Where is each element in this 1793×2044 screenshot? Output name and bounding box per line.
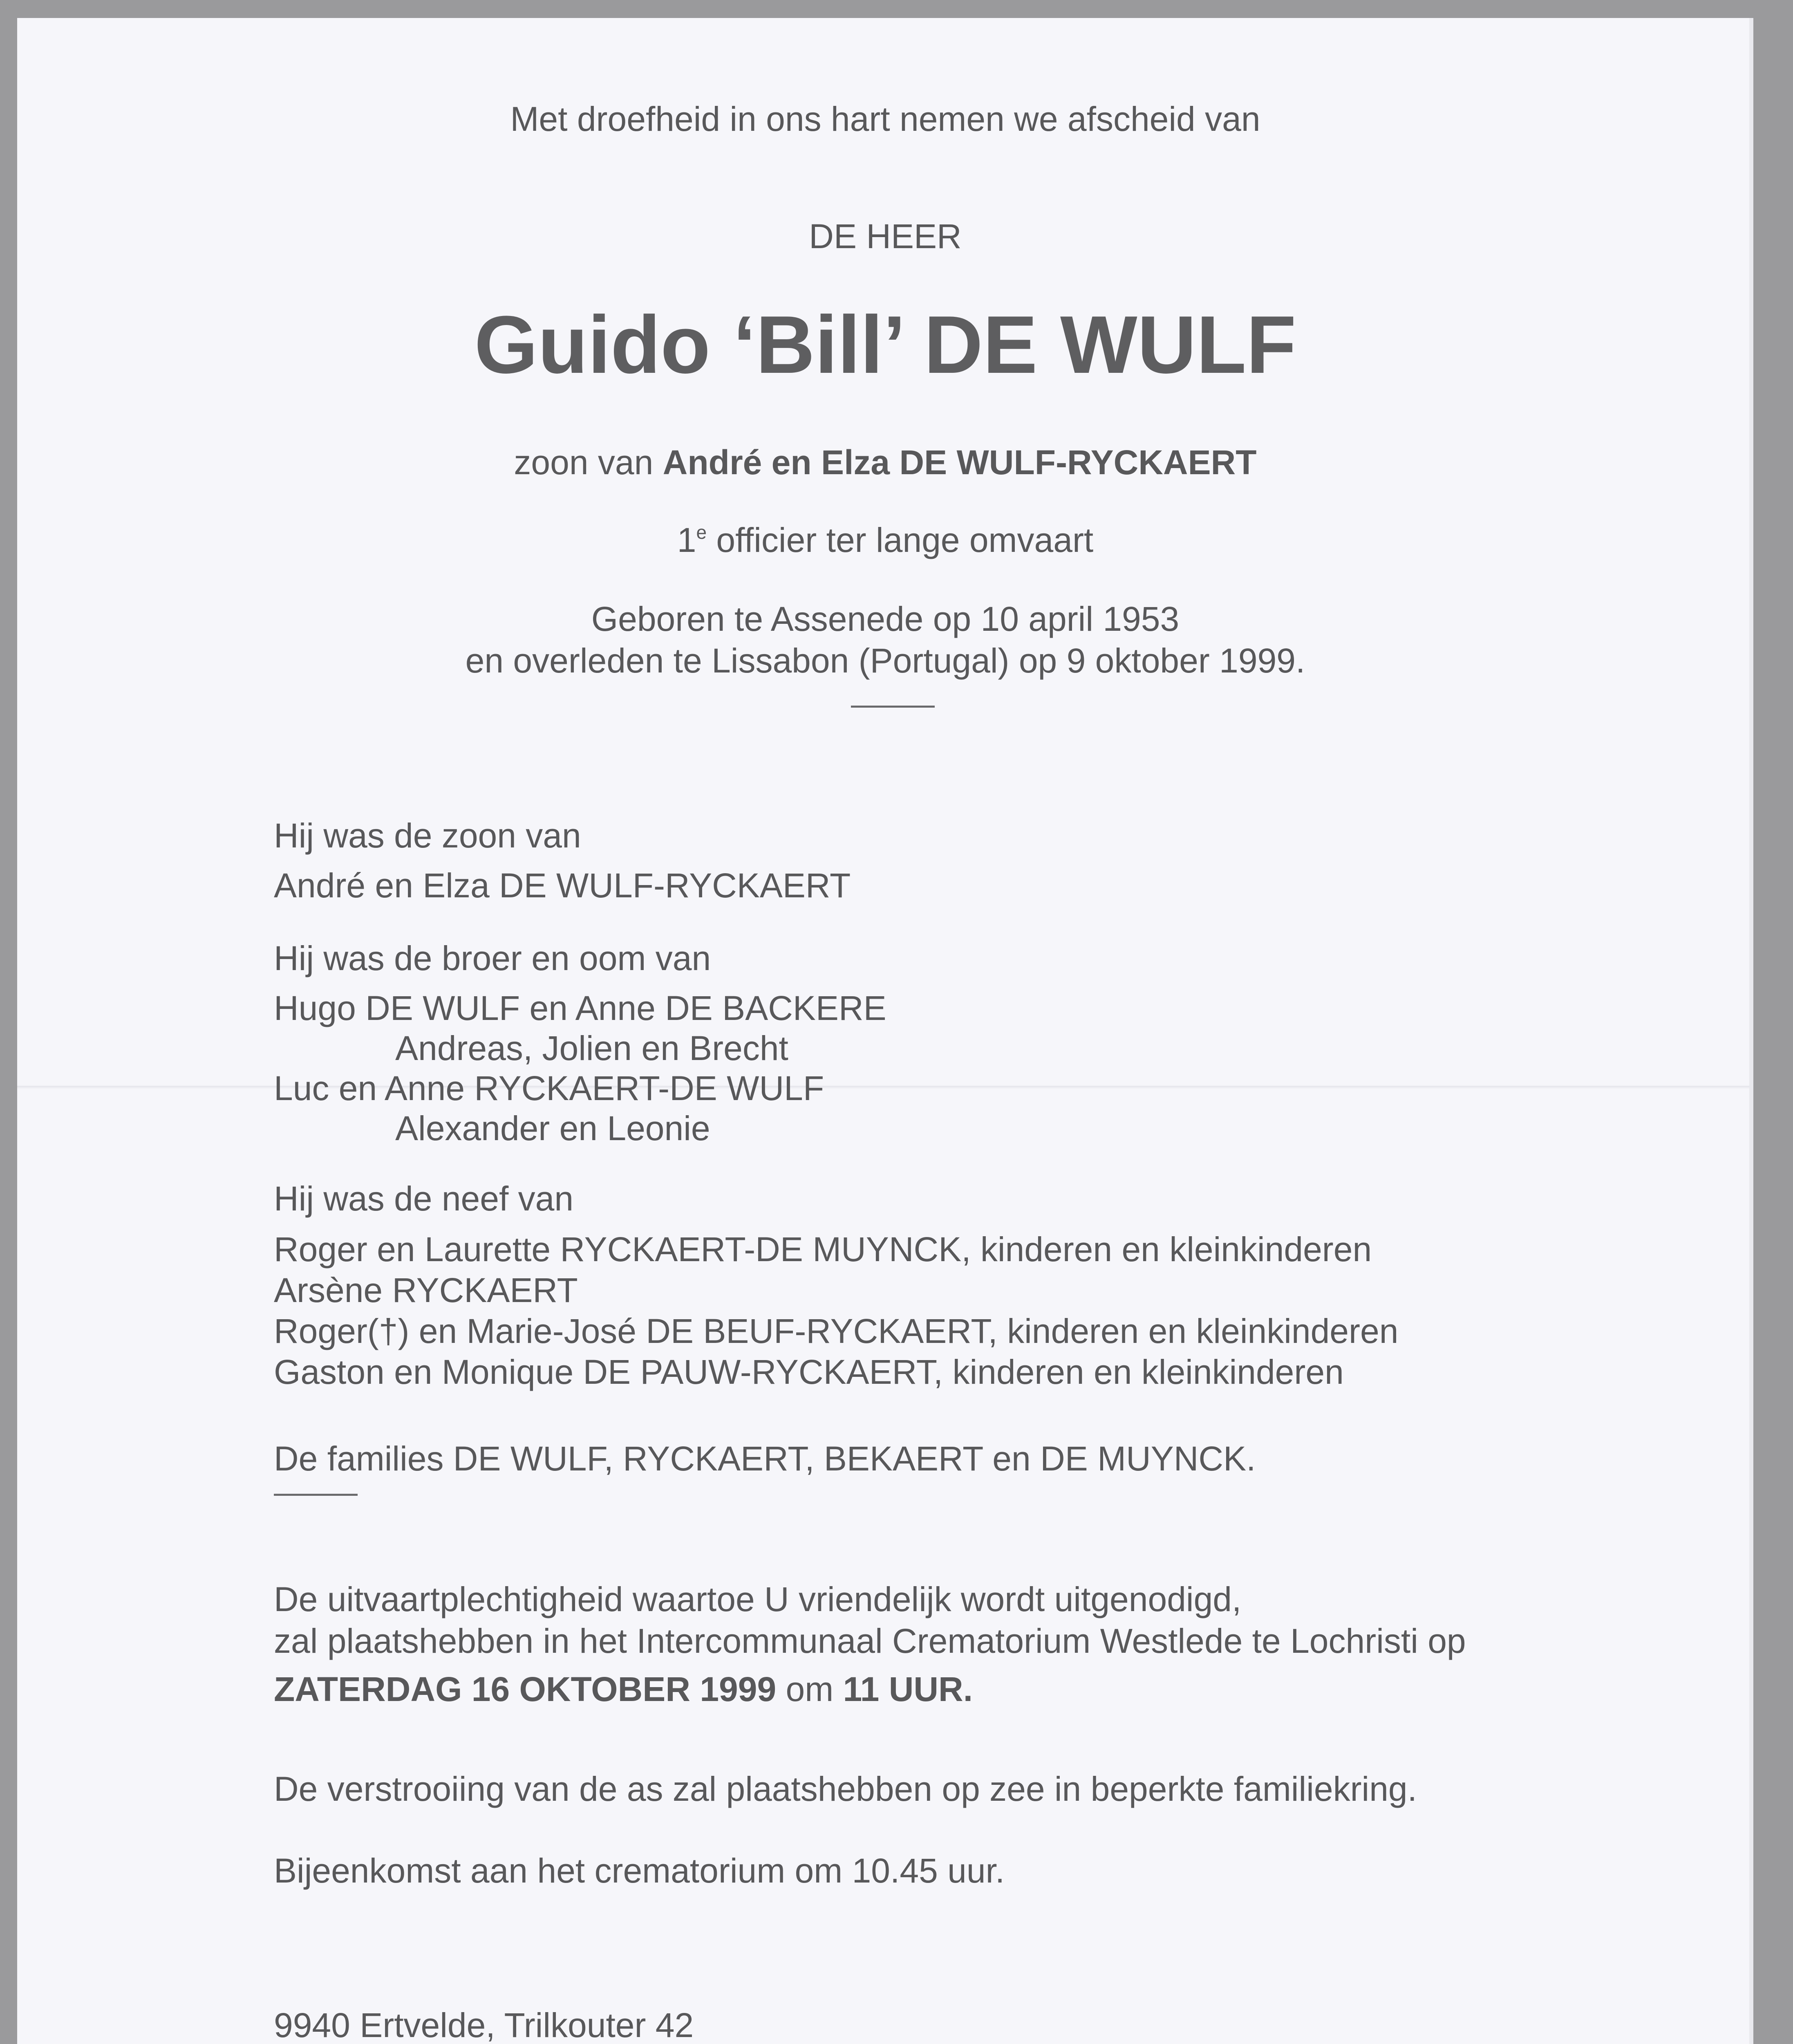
son-of-prefix: zoon van — [514, 443, 654, 482]
sibling-1-children: Andreas, Jolien en Brecht — [395, 1029, 788, 1067]
separator-dash — [851, 706, 935, 708]
gathering-line: Bijeenkomst aan het crematorium om 10.45 uur. — [274, 1851, 1005, 1890]
honorific: DE HEER — [809, 217, 962, 256]
address-1: 9940 Ertvelde, Trilkouter 42 — [274, 2006, 694, 2044]
ceremony-om: om — [786, 1670, 834, 1708]
ceremony-datetime — [274, 1672, 973, 1706]
cousin-1: Roger en Laurette RYCKAERT-DE MUYNCK, kinderen en kleinkinderen — [274, 1230, 1372, 1269]
cousin-heading: Hij was de neef van — [274, 1179, 574, 1218]
occupation-line — [17, 523, 1753, 557]
sibling-1: Hugo DE WULF en Anne DE BACKERE — [274, 989, 886, 1027]
sibling-2-children: Alexander en Leonie — [395, 1109, 710, 1148]
ceremony-time: 11 UUR. — [843, 1670, 973, 1708]
son-of-line — [17, 445, 1753, 480]
ashes-line: De verstrooiing van de as zal plaatshebben op zee in beperkte familiekring. — [274, 1770, 1417, 1808]
cousin-3: Roger(†) en Marie-José DE BEUF-RYCKAERT, kinderen en kleinkinderen — [274, 1312, 1399, 1350]
cousin-2: Arsène RYCKAERT — [274, 1271, 578, 1309]
occupation-number: 1 — [677, 521, 696, 559]
separator-dash-2 — [274, 1494, 358, 1496]
deceased-name: Guido ‘Bill’ DE WULF — [474, 299, 1296, 390]
families-line: De families DE WULF, RYCKAERT, BEKAERT en DE MUYNCK. — [274, 1439, 1256, 1478]
birth-line: Geboren te Assenede op 10 april 1953 — [591, 600, 1180, 638]
brother-heading: Hij was de broer en oom van — [274, 939, 711, 977]
ceremony-date: ZATERDAG 16 OKTOBER 1999 — [274, 1670, 777, 1708]
death-line: en overleden te Lissabon (Portugal) op 9 oktober 1999. — [465, 641, 1305, 680]
sibling-2: Luc en Anne RYCKAERT-DE WULF — [274, 1069, 824, 1107]
parents-line: André en Elza DE WULF-RYCKAERT — [274, 866, 851, 905]
occupation-text: officier ter lange omvaart — [716, 521, 1094, 559]
occupation-superscript: e — [696, 522, 707, 543]
intro-line: Met droefheid in ons hart nemen we afscheid van — [510, 100, 1260, 138]
ceremony-line-2: zal plaatshebben in het Intercommunaal Crematorium Westlede te Lochristi op — [274, 1622, 1466, 1660]
ceremony-line-1: De uitvaartplechtigheid waartoe U vriendelijk wordt uitgenodigd, — [274, 1580, 1242, 1618]
son-heading: Hij was de zoon van — [274, 816, 581, 855]
funeral-card — [17, 18, 1753, 2044]
son-of-names: André en Elza DE WULF-RYCKAERT — [663, 443, 1257, 482]
cousin-4: Gaston en Monique DE PAUW-RYCKAERT, kinderen en kleinkinderen — [274, 1353, 1344, 1391]
